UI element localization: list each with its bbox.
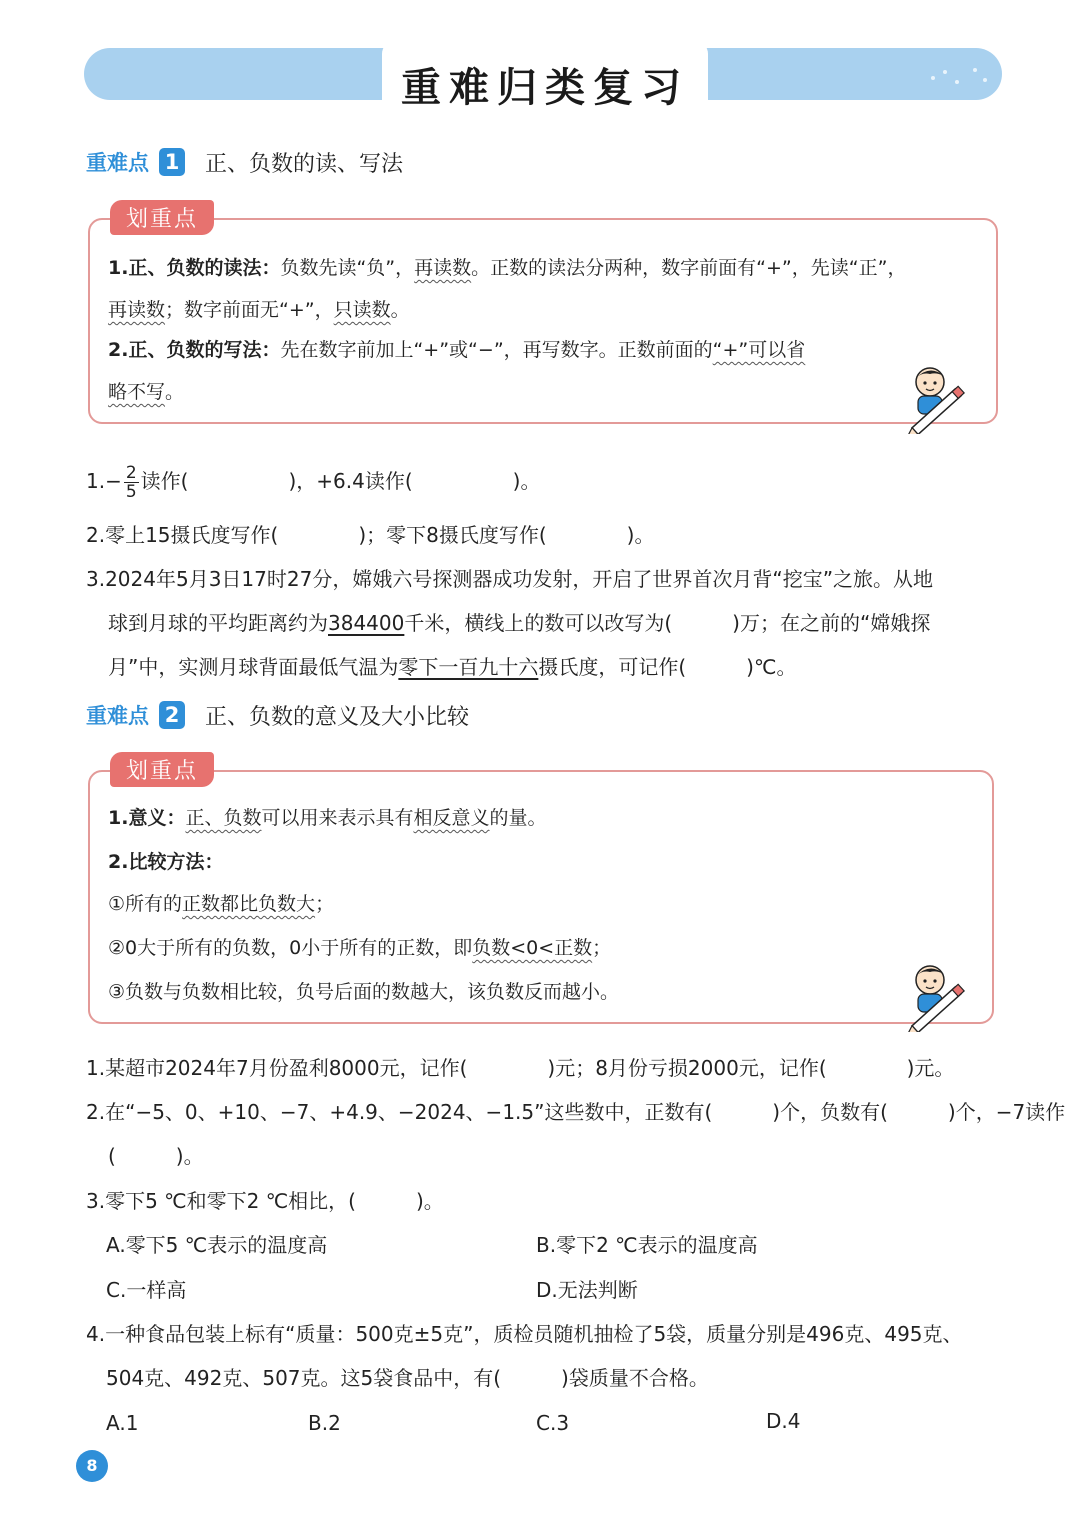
- fraction-numerator: 2: [125, 463, 137, 483]
- text: ；数字前面无“+”，: [165, 299, 334, 321]
- key-points-tag: 划重点: [110, 752, 214, 787]
- emphasis: 正、负数: [185, 807, 262, 829]
- question-2-2: 2.在“−5、0、+10、−7、+4.9、−2024、−1.5”这些数中，正数有( )个，负数有( )个，−7读作: [86, 1100, 1066, 1124]
- option-a: A.零下5 ℃表示的温度高: [106, 1233, 328, 1257]
- section-heading-1: [86, 144, 403, 180]
- question-text: 读作( )，+6.4读作( )。: [140, 469, 541, 493]
- option-b: B.零下2 ℃表示的温度高: [536, 1233, 758, 1257]
- text: 。正数的读法分两种，数字前面有“+”，先读“正”，: [471, 257, 907, 279]
- key-point-heading: 2.比较方法：: [108, 851, 224, 873]
- section-label: 重难点: [86, 704, 149, 728]
- key-point-rule-3: ③负数与负数相比较，负号后面的数越大，该负数反而越小。: [108, 981, 620, 1003]
- key-point-meaning: [108, 806, 547, 830]
- text: ；: [315, 893, 335, 915]
- underlined-number: 384400: [328, 611, 405, 635]
- page-title: 重难归类复习: [401, 65, 689, 111]
- key-point-heading: 1.正、负数的读法：: [108, 257, 281, 279]
- boy-with-pencil-mascot-icon: [900, 362, 982, 434]
- option-d: D.4: [766, 1409, 801, 1433]
- question-text: 月”中，实测月球背面最低气温为: [108, 655, 399, 679]
- section-number-badge: 2: [159, 701, 185, 729]
- key-point-heading: 2.正、负数的写法：: [108, 339, 281, 361]
- section-title: 正、负数的读、写法: [205, 151, 404, 177]
- option-d: D.无法判断: [536, 1278, 638, 1302]
- emphasis: 负数<0<正数: [472, 937, 593, 959]
- text: 可以用来表示具有: [261, 807, 414, 829]
- option-c: C.一样高: [106, 1278, 187, 1302]
- key-point-rule-1: [108, 892, 334, 916]
- question-1-3: 3.2024年5月3日17时27分，嫦娥六号探测器成功发射，开启了世界首次月背“挖宝”之旅。从地: [86, 567, 934, 591]
- key-points-tag: 划重点: [110, 200, 214, 235]
- emphasis: 再读数: [108, 299, 166, 321]
- text: 负数先读“负”，: [280, 257, 415, 279]
- text: ①所有的: [108, 893, 183, 915]
- key-point-read: [108, 256, 906, 280]
- text: 的量。: [489, 807, 547, 829]
- emphasis: 正数都比负数大: [182, 893, 316, 915]
- section-label: 重难点: [86, 151, 149, 175]
- question-text: 1.−: [86, 469, 122, 493]
- section-number-badge: 1: [159, 148, 185, 176]
- boy-with-pencil-mascot-icon: [900, 960, 982, 1032]
- text: ；: [592, 937, 612, 959]
- question-2-1: 1.某超市2024年7月份盈利8000元，记作( )元；8月份亏损2000元，记作( )元。: [86, 1056, 955, 1080]
- question-1-1: [86, 464, 540, 501]
- question-text: 摄氏度，可记作( )℃。: [538, 655, 797, 679]
- key-point-read-cont: [108, 298, 410, 322]
- question-2-4: 4.一种食品包装上标有“质量：500克±5克”，质检员随机抽检了5袋，质量分别是496克、495克、: [86, 1322, 963, 1346]
- text: 先在数字前加上“+”或“−”，再写数字。正数前面的: [280, 339, 713, 361]
- question-1-3-line2: [108, 610, 930, 636]
- key-point-rule-2: [108, 936, 611, 960]
- section-heading-2: [86, 697, 469, 733]
- question-1-3-line3: [108, 654, 796, 680]
- text: ②0大于所有的负数，0小于所有的正数，即: [108, 937, 473, 959]
- key-point-write: [108, 338, 805, 362]
- key-point-compare: [108, 850, 223, 874]
- question-1-2: 2.零上15摄氏度写作( )；零下8摄氏度写作( )。: [86, 523, 655, 547]
- question-2-4-line2: 504克、492克、507克。这5袋食品中，有( )袋质量不合格。: [106, 1366, 709, 1390]
- option-b: B.2: [308, 1411, 341, 1435]
- question-text: 球到月球的平均距离约为: [108, 611, 328, 635]
- emphasis: 只读数: [333, 299, 391, 321]
- underlined-phrase: 零下一百九十六: [398, 655, 539, 679]
- page-number: 8: [76, 1450, 108, 1482]
- emphasis: 略不写: [108, 381, 166, 403]
- option-c: C.3: [536, 1411, 570, 1435]
- decorative-dots: [925, 62, 995, 92]
- text: 。: [165, 381, 185, 403]
- text: 。: [390, 299, 410, 321]
- key-box-top-line: [232, 770, 978, 772]
- key-box-top-line: [232, 218, 982, 220]
- question-2-3: 3.零下5 ℃和零下2 ℃相比，( )。: [86, 1189, 444, 1213]
- fraction-denominator: 5: [125, 482, 137, 502]
- section-title: 正、负数的意义及大小比较: [205, 704, 470, 730]
- emphasis: “+”可以省: [712, 339, 806, 361]
- key-point-write-cont: [108, 380, 184, 404]
- key-point-heading: 1.意义：: [108, 807, 186, 829]
- question-2-2-line2: ( )。: [108, 1144, 204, 1168]
- question-text: 千米，横线上的数可以改写为( )万；在之前的“嫦娥探: [404, 611, 931, 635]
- fraction: [124, 464, 139, 501]
- option-a: A.1: [106, 1411, 139, 1435]
- emphasis: 相反意义: [413, 807, 490, 829]
- emphasis: 再读数: [414, 257, 472, 279]
